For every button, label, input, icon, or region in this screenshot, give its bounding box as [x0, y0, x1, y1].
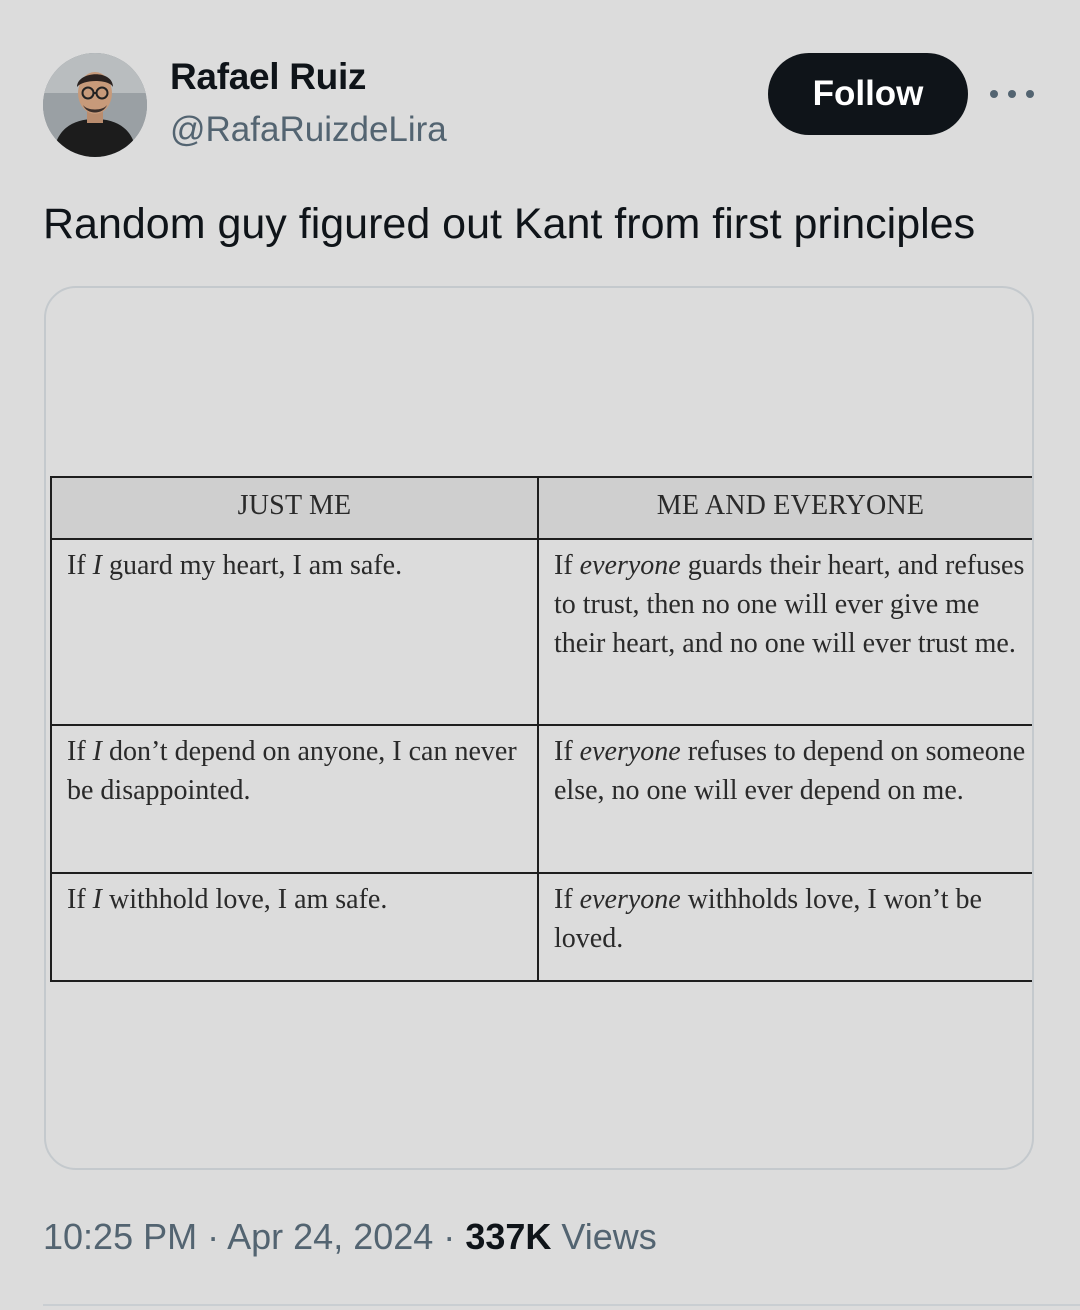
- tweet-text: Random guy figured out Kant from first principles: [43, 200, 976, 248]
- table-cell: If I don’t depend on anyone, I can never be disappointed.: [51, 725, 538, 873]
- more-options-icon[interactable]: [990, 84, 1034, 104]
- tweet-date[interactable]: Apr 24, 2024: [227, 1216, 434, 1257]
- tweet-time[interactable]: 10:25 PM: [43, 1216, 198, 1257]
- table-header-just-me: JUST ME: [51, 477, 538, 539]
- table-cell: If everyone guards their heart, and refuses to trust, then no one will ever give me their heart, and no one will ever trust me.: [538, 539, 1034, 725]
- dot: [1008, 90, 1016, 98]
- author-handle[interactable]: @RafaRuizdeLira: [170, 110, 447, 149]
- table-cell: If everyone withholds love, I won’t be loved.: [538, 873, 1034, 981]
- table-row: [51, 873, 1034, 981]
- avatar[interactable]: [43, 53, 147, 157]
- views-count: 337K: [465, 1216, 552, 1257]
- table-cell: If I guard my heart, I am safe.: [51, 539, 538, 725]
- separator: ·: [207, 1216, 220, 1257]
- divider: [43, 1304, 1080, 1306]
- tweet-metadata: [43, 1216, 657, 1258]
- table-header-me-and-everyone: ME AND EVERYONE: [538, 477, 1034, 539]
- separator: ·: [443, 1216, 456, 1257]
- table-cell: If I withhold love, I am safe.: [51, 873, 538, 981]
- follow-button[interactable]: Follow: [768, 53, 968, 135]
- table-row: [51, 539, 1034, 725]
- table-cell: If everyone refuses to depend on someone else, no one will ever depend on me.: [538, 725, 1034, 873]
- comparison-table: [50, 476, 1034, 982]
- tweet-media-image[interactable]: [44, 286, 1034, 1170]
- dot: [990, 90, 998, 98]
- views-label: Views: [561, 1216, 657, 1257]
- author-display-name[interactable]: Rafael Ruiz: [170, 56, 367, 97]
- dot: [1026, 90, 1034, 98]
- table-row: [51, 725, 1034, 873]
